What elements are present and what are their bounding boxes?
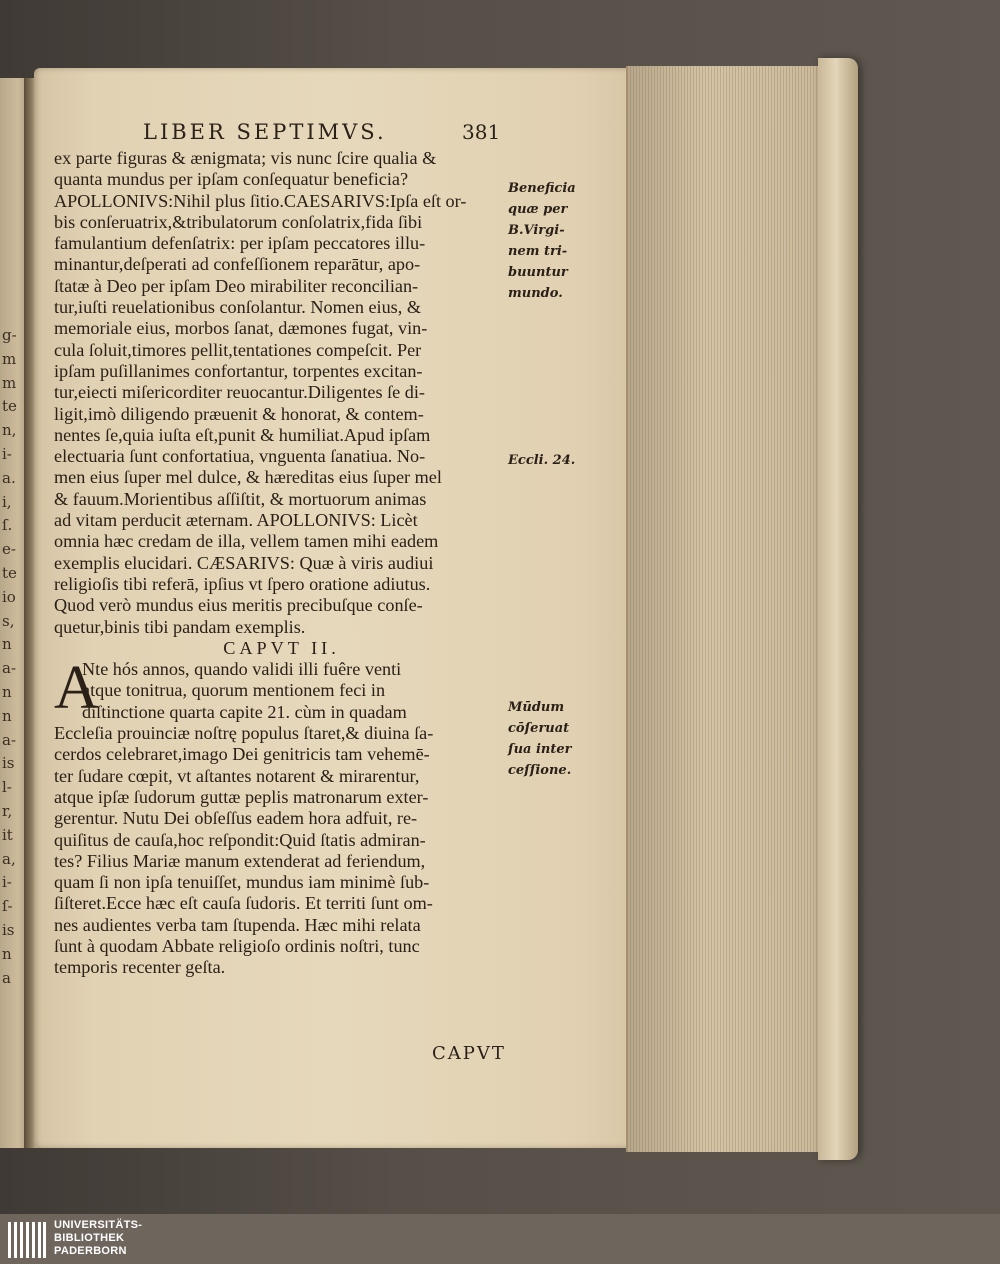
left-page-fragment: n: [2, 637, 12, 653]
text-line: Nte hós annos, quando validi illi fuêre venti: [82, 659, 402, 680]
drop-capital: A: [54, 654, 99, 723]
left-page-fragment: m: [2, 351, 17, 367]
text-line: nes audientes verba tam ſtupenda. Hæc mihi relata: [54, 914, 421, 935]
text-line: ipſam puſillanimes confortantur, torpentes excitan-: [54, 360, 423, 381]
left-page-fragment: n: [2, 946, 12, 962]
text-line: famulantium defenſatrix: per ipſam peccatores illu-: [54, 233, 426, 254]
margin-note-eccli: [508, 450, 618, 471]
left-page-fragment: is: [2, 923, 15, 938]
text-line: religioſis tibi referā, ipſius vt ſpero oratione adiutus.: [54, 573, 431, 594]
text-line: temporis recenter geſta.: [54, 957, 226, 978]
left-page-fragment: ſ-: [2, 899, 13, 915]
chapter-opening: [54, 654, 509, 723]
catchword: CAPVT: [432, 1043, 506, 1064]
left-page-fragment: it: [2, 827, 13, 843]
text-line: ſunt à quodam Abbate religioſo ordinis noſtri, tunc: [54, 935, 420, 956]
left-page-fragment: i-: [2, 447, 12, 462]
left-page-fragment: n: [2, 685, 12, 700]
left-page-fragment: n: [2, 708, 12, 724]
left-page-fragment: a-: [2, 732, 17, 748]
margin-note-beneficia: [508, 178, 618, 304]
text-line: & fauum.Morientibus aſſiſtit, & mortuorum animas: [54, 488, 427, 509]
margin-note-line: ceſſione.: [508, 763, 572, 778]
margin-note-line: cōſeruat: [508, 721, 570, 736]
book-cover-edge: [818, 58, 858, 1160]
library-logo-icon: [8, 1222, 46, 1258]
text-line: quanta mundus per ipſam conſequatur beneficia?: [54, 169, 409, 190]
margin-note-line: Mūdum: [508, 700, 565, 715]
dropcap-lines: [54, 654, 509, 723]
margin-note-line: B.Virgi-: [508, 223, 565, 238]
text-line: minantur,deſperati ad confeſſionem reparātur, apo-: [54, 254, 421, 275]
left-page-fragment: te: [2, 566, 17, 581]
left-page-fragment: io: [2, 589, 16, 605]
margin-note-line: buuntur: [508, 265, 568, 280]
text-line: ter ſudare cœpit, vt aſtantes notarent & mirarentur,: [54, 765, 420, 786]
text-line: atque ipſæ ſudorum guttæ peplis matronarum exter-: [54, 786, 429, 807]
institution-name: [54, 1219, 142, 1258]
chapter-paragraph: [54, 723, 509, 979]
margin-note-line: quæ per: [508, 202, 568, 217]
text-line: ad vitam perducit æternam. APOLLONIVS: Licèt: [54, 510, 418, 531]
left-page-fragment: l-: [2, 780, 12, 796]
paragraph-before-chapter: [54, 148, 509, 638]
text-line: exemplis elucidari. CÆSARIVS: Quæ à viris audiui: [54, 552, 434, 573]
text-line: tes? Filius Mariæ manum extenderat ad feriendum,: [54, 850, 426, 871]
left-page-fragment: i-: [2, 875, 12, 891]
text-line: atque tonitrua, quorum mentionem feci in: [82, 680, 386, 701]
text-line: memoriale eius, morbos ſanat, dæmones fugat, vin-: [54, 318, 428, 339]
text-line: ex parte figuras & ænigmata; vis nunc ſcire qualia &: [54, 148, 437, 168]
text-line: men eius ſuper mel dulce, & hæreditas eius ſuper mel: [54, 467, 442, 488]
text-line: quam ſi non ipſa tenuiſſet, mundus iam minimè ſub-: [54, 872, 430, 893]
margin-note-line: Eccli. 24.: [508, 453, 576, 468]
left-page-fragment: a,: [2, 851, 16, 867]
institution-name-line: UNIVERSITÄTS-: [54, 1219, 143, 1231]
left-page-fragment: n,: [2, 423, 17, 439]
text-line: tur,eiecti miſericorditer reuocantur.Diligentes ſe di-: [54, 382, 425, 403]
text-line: ligit,imò diligendo præuenit & honorat, & contem-: [54, 403, 424, 424]
text-line: quetur,binis tibi pandam exemplis.: [54, 616, 306, 637]
left-page-fragment: r,: [2, 804, 13, 819]
left-page-fragment: ſ.: [2, 518, 13, 534]
page-fore-edges: [626, 66, 824, 1152]
text-line: omnia hæc credam de illa, vellem tamen mihi eadem: [54, 531, 439, 552]
margin-note-line: nem tri-: [508, 244, 568, 259]
margin-note-line: ſua inter: [508, 742, 572, 757]
text-line: nentes ſe,quia iuſta eſt,punit & humiliat.Apud ipſam: [54, 424, 431, 445]
text-line: tur,iuſti reuelationibus conſolantur. Nomen eius, &: [54, 297, 421, 318]
left-page-fragment: g-: [2, 328, 17, 343]
chapter-heading: CAPVT II.: [223, 637, 340, 658]
left-page-fragment: a-: [2, 661, 17, 677]
left-page-fragment: i,: [2, 494, 12, 510]
text-line: gerentur. Nutu Dei obſeſſus eadem hora adfuit, re-: [54, 808, 418, 829]
text-line: ſiſteret.Ecce hæc eſt cauſa ſudoris. Et territi ſunt om-: [54, 893, 433, 914]
left-page-fragment: a: [2, 970, 11, 986]
left-page-fragment: te: [2, 399, 17, 415]
running-title: LIBER SEPTIMVS.: [143, 120, 387, 144]
left-page-fragment: is: [2, 756, 15, 772]
institution-name-line: PADERBORN: [54, 1245, 127, 1257]
text-line: Eccleſia prouinciæ noſtrę populus ſtaret,& diuina ſa-: [54, 723, 434, 744]
left-page-fragment: m: [2, 375, 17, 391]
margin-note-mundum: [508, 697, 618, 781]
left-page-fragment: e-: [2, 542, 16, 558]
text-line: Quod verò mundus eius meritis precibuſque conſe-: [54, 595, 423, 616]
text-line: APOLLONIVS:Nihil plus ſitio.CAESARIVS:Ipſa eſt or-: [54, 190, 467, 211]
main-text-block: [54, 148, 509, 979]
institution-name-line: BIBLIOTHEK: [54, 1232, 125, 1244]
margin-note-line: mundo.: [508, 286, 563, 301]
text-line: cerdos celebraret,imago Dei genitricis tam vehemē-: [54, 744, 430, 765]
text-line: quiſitus de cauſa,hoc reſpondit:Quid ſtatis admiran-: [54, 829, 426, 850]
left-page-fragment: a.: [2, 470, 16, 486]
text-line: diſtinctione quarta capite 21. cùm in quadam: [82, 701, 407, 722]
page-number: 381: [462, 120, 501, 144]
margin-note-line: Beneficia: [508, 181, 576, 196]
text-line: cula ſoluit,timores pellit,tentationes compeſcit. Per: [54, 339, 422, 360]
footer-bar: [0, 1214, 1000, 1264]
text-line: electuaria ſunt confortatiua, vnguenta ſanatiua. No-: [54, 446, 426, 467]
text-line: bis conſeruatrix,&tribulatorum conſolatrix,fida ſibi: [54, 211, 423, 232]
left-page-fragment: s,: [2, 613, 15, 629]
text-line: ſtatæ à Deo per ipſam Deo mirabiliter reconcilian-: [54, 275, 419, 296]
